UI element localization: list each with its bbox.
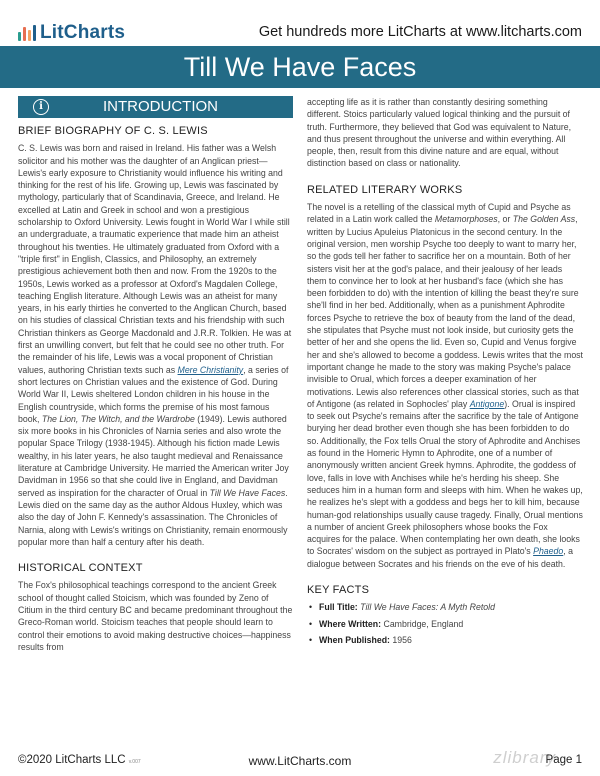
right-column bbox=[307, 96, 583, 650]
antigone-link[interactable]: Antigone bbox=[469, 398, 505, 409]
key-facts-list bbox=[307, 601, 583, 646]
related-works-heading: RELATED LITERARY WORKS bbox=[307, 183, 463, 196]
logo-bars-icon bbox=[18, 25, 36, 41]
footer-url[interactable]: www.LitCharts.com bbox=[248, 754, 352, 768]
page-title: Till We Have Faces bbox=[183, 51, 417, 82]
key-facts-heading: KEY FACTS bbox=[307, 583, 370, 596]
page-number: Page 1 bbox=[545, 754, 582, 766]
key-fact-item: • When Published: 1956 bbox=[307, 634, 583, 646]
header-tagline[interactable]: Get hundreds more LitCharts at www.litcharts.com bbox=[258, 24, 582, 40]
left-column bbox=[18, 96, 293, 653]
key-fact-item: • Where Written: Cambridge, England bbox=[307, 618, 583, 630]
key-fact-item: • Full Title: Till We Have Faces: A Myth Retold bbox=[307, 601, 583, 613]
page-footer bbox=[0, 748, 600, 776]
historical-context-heading: HISTORICAL CONTEXT bbox=[18, 562, 143, 575]
page-header bbox=[0, 0, 600, 46]
litcharts-logo[interactable] bbox=[18, 22, 125, 44]
logo-text: LitCharts bbox=[40, 22, 126, 43]
info-icon: i bbox=[33, 99, 49, 115]
introduction-heading: INTRODUCTION bbox=[103, 97, 218, 115]
introduction-banner bbox=[18, 96, 293, 118]
copyright: ©2020 LitCharts LLC v.007 bbox=[18, 754, 141, 766]
watermark: zlibrary bbox=[493, 748, 556, 767]
historical-context-text: The Fox's philosophical teachings correspond to the ancient Greek school of thought called Stoicism, which was founded by Zeno of Citium in the third century BC and became predominant throughout the Greco-Roman world. Stoicism teaches that people should learn to control their emotions to avoid making destructive choices—happiness results from bbox=[18, 580, 293, 652]
version: v.007 bbox=[128, 759, 141, 765]
historical-context-text-continued: accepting life as it is rather than constantly desiring something different. Stoics particularly valued logical thinking and the pursuit of truth. Furthermore, they believed that God was equivalent to Nature, and thus present throughout the universe and within everything. All people, then, result from this divine nature and are equal, without distinction based on class or nationality. bbox=[307, 97, 572, 169]
title-bar bbox=[0, 46, 600, 88]
biography-text: C. S. Lewis was born and raised in Ireland. His father was a Welsh solicitor and his mother was the daughter of an Anglican priest—Lewis's early exposure to Christianity would influence his writing and thinking for the rest of his life. Growing up, Lewis was fascinated by mythology, particularly that of Scandinavia, Greece, and Ireland. He excelled at Latin and Greek in school and won a prestigious scholarship to Oxford University. Lewis fought in World War I while still an undergraduate, a traumatic experience that made him an atheist throughout his twenties. He ultimately graduated from Oxford with a "triple first" in English, Classics, and Philosophy, an extremely prestigious achievement both then and now. From the 1920s to the 1950s, Lewis worked as a professor at Oxford's Magdalen College, teaching English literature. Although Lewis was an atheist for many years, in his early thirties he converted to the Anglican Church, based on his studies of classical Christian texts and his friendship with such Christian thinkers as George Macdonald and J.R.R. Tolkien. He was at first an unwilling convert, but felt that he could see no other truth. For the remainder of his life, Lewis was a vocal proponent of Christian values, authoring Christian texts such as Mere Christianity, a series of short lectures on Christian values and the existence of God. During World War II, Lewis sheltered London children in his house in the English countryside, which forms the premise of his most famous book, The Lion, The Witch, and the Wardrobe (1949). Lewis authored six more books in his Chronicles of Narnia series and also wrote the popular Space Trilogy (1938-1945). Although his fiction made Lewis wealthy, in his later years, he also taught medieval and Renaissance literature at Cambridge University. He married the American writer Joy Davidman in 1956 so that she could live in England, and Davidman served as inspiration for the character of Orual in Till We Have Faces. Lewis died on the same day as the author Aldous Huxley, which was also the day of John F. Kennedy's assassination. The Chronicles of Narnia, along with Lewis's writings on Christianity, remain enormously popular more than half a century after his death. bbox=[18, 143, 292, 547]
related-works-text: The novel is a retelling of the classical myth of Cupid and Psyche as related in a Latin work called the Metamorphoses, or The Golden Ass, written by Lucius Apuleius Platonicus in the second century. In the original version, men worship Psyche too deeply to want to marry her, so the gods tell her father to sacrifice her on a mountain. Both of her sisters visit her at the god's palace, and their jealousy of her leads them to convince her to look at her husband's face (which she has been forbidden to do) with the intention of killing the beast they're sure she'll find in her bed. Additionally, when as a punishment Aphrodite forces Psyche to retrieve the box of beauty from the land of the dead, she stipulates that Psyche must not look inside, but curiosity gets the better of her and she opens the lid. Even so, Cupid and Venus forgive her and she's allowed to become a goddess. Lewis writes that the most important change he made to the story was making Psyche's palace invisible to Orual, which forces a deeper examination of her motivations. Lewis also references other classical stories, such as that of Antigone (as related in Sophocles' play Antigone). Orual is inspired to seek out Psyche's remains after the sacrifice by the tale of Antigone burying her dead brother even though she has been forbidden to do so. Additionally, the Fox tells Orual the story of Aphrodite and Anchises as found in the Homeric Hymn to Aphrodite, one of a number of anonymously written ancient Greek hymns. Aphrodite, the goddess of love, falls in love with Anchises while he's herding his sheep. She seduces him in a human form and sleeps with him. When he wakes up, he realizes he's slept with a goddess and begs her to kill him, because human-god relationships usually cause tragedy. Finally, Orual mentions a number of ancient Greek philosophers whose books the Fox acquires for the palace. When contemplating her own death, she looks to Socrates' wisdom on the subject as portrayed in Plato's Phaedo, a dialogue between Socrates and his friends on the eve of his death. bbox=[307, 202, 583, 569]
phaedo-link[interactable]: Phaedo bbox=[533, 546, 564, 557]
mere-christianity-link[interactable]: Mere Christianity bbox=[177, 364, 244, 375]
biography-heading: BRIEF BIOGRAPHY OF C. S. LEWIS bbox=[18, 125, 208, 137]
